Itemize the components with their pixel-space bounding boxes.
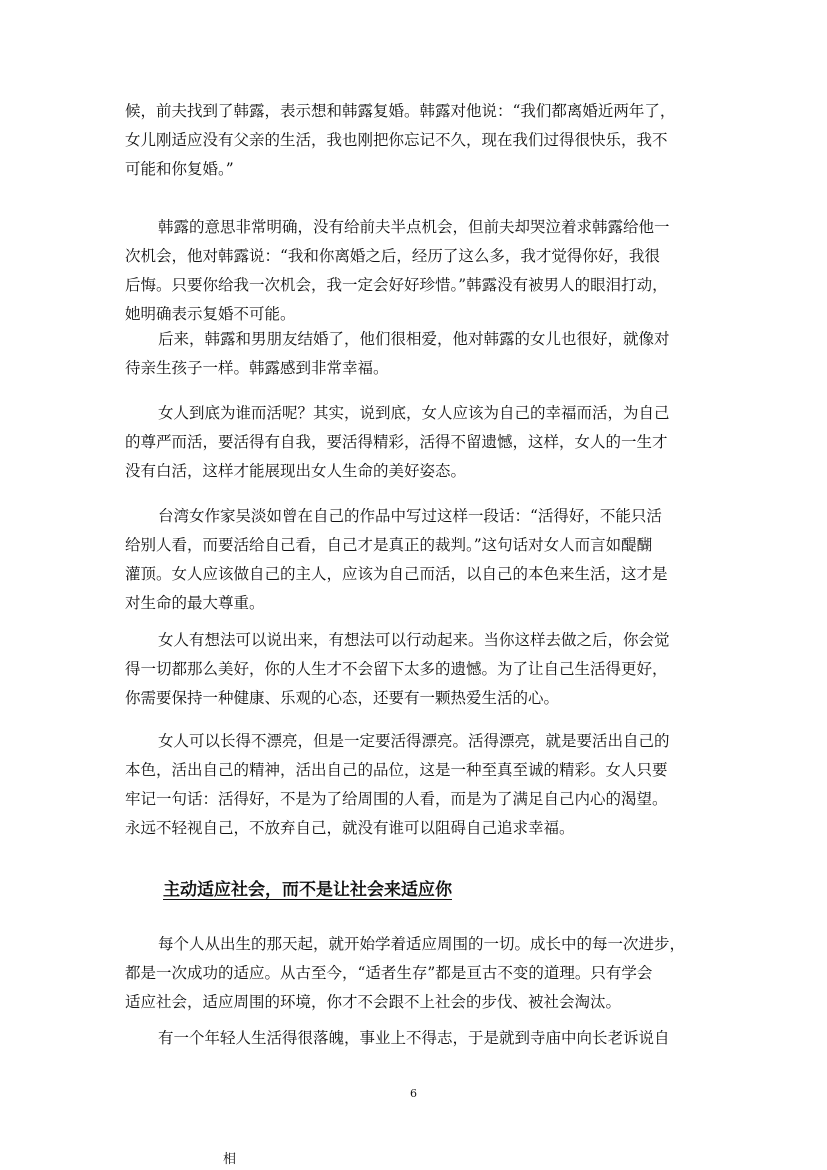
text-line: 牢记一句话：活得好，不是为了给周围的人看，而是为了满足自己内心的渴望。 — [125, 790, 668, 808]
text-line: 每个人从出生的那天起，就开始学着适应周围的一切。成长中的每一次进步， — [158, 935, 686, 953]
text-line: 女人可以长得不漂亮，但是一定要活得漂亮。活得漂亮，就是要活出自己的 — [158, 732, 670, 750]
text-line: 对生命的最大尊重。 — [125, 594, 265, 612]
footer-mark: 相 — [223, 1152, 237, 1167]
text-line: 后悔。只要你给我一次机会，我一定会好好珍惜。”韩露没有被男人的眼泪打动， — [125, 276, 668, 294]
text-line: 后来，韩露和男朋友结婚了，他们很相爱，他对韩露的女儿也很好，就像对 — [158, 330, 670, 348]
page-number: 6 — [410, 1087, 417, 1100]
text-line: 可能和你复婚。” — [125, 160, 234, 178]
paragraph-6 — [125, 626, 703, 713]
text-line: 给别人看，而要活给自己看，自己才是真正的裁判。”这句话对女人而言如醍醐 — [125, 536, 653, 554]
text-line: 有一个年轻人生活得很落魄，事业上不得志，于是就到寺庙中向长老诉说自 — [158, 1029, 670, 1047]
paragraph-5 — [125, 502, 703, 618]
text-line: 台湾女作家吴淡如曾在自己的作品中写过这样一段话：“活得好，不能只活 — [158, 507, 662, 525]
text-line: 次机会，他对韩露说：“我和你离婚之后，经历了这么多，我才觉得你好，我很 — [125, 247, 660, 265]
paragraph-3 — [125, 325, 703, 383]
text-line: 女人有想法可以说出来，有想法可以行动起来。当你这样去做之后，你会觉 — [158, 631, 670, 649]
paragraph-1 — [125, 97, 703, 184]
paragraph-4 — [125, 399, 703, 486]
text-line: 永远不轻视自己，不放弃自己，就没有谁可以阻碍自己追求幸福。 — [125, 819, 575, 837]
paragraph-7 — [125, 727, 703, 843]
section-heading: 主动适应社会，而不是让社会来适应你 — [163, 880, 452, 900]
text-line: 她明确表示复婚不可能。 — [125, 305, 296, 323]
text-line: 的尊严而活，要活得有自我，要活得精彩，活得不留遗憾，这样，女人的一生才 — [125, 433, 668, 451]
text-line: 适应社会，适应周围的环境，你才不会跟不上社会的步伐、被社会淘汰。 — [125, 993, 622, 1011]
text-line: 灌顶。女人应该做自己的主人，应该为自己而活，以自己的本色来生活，这才是 — [125, 565, 668, 583]
text-line: 你需要保持一种健康、乐观的心态，还要有一颗热爱生活的心。 — [125, 689, 560, 707]
text-line: 韩露的意思非常明确，没有给前夫半点机会，但前夫却哭泣着求韩露给他一 — [158, 218, 670, 236]
section-paragraph-1 — [125, 930, 703, 1017]
text-line: 都是一次成功的适应。从古至今，“适者生存”都是亘古不变的道理。只有学会 — [125, 964, 653, 982]
text-line: 得一切都那么美好，你的人生才不会留下太多的遗憾。为了让自己生活得更好， — [125, 660, 668, 678]
text-line: 本色，活出自己的精神，活出自己的品位，这是一种至真至诚的精彩。女人只要 — [125, 761, 668, 779]
text-line: 候，前夫找到了韩露，表示想和韩露复婚。韩露对他说：“我们都离婚近两年了， — [125, 102, 676, 120]
text-line: 待亲生孩子一样。韩露感到非常幸福。 — [125, 359, 389, 377]
text-line: 没有白活，这样才能展现出女人生命的美好姿态。 — [125, 462, 467, 480]
text-line: 女儿刚适应没有父亲的生活，我也刚把你忘记不久，现在我们过得很快乐，我不 — [125, 131, 668, 149]
paragraph-2 — [125, 213, 703, 329]
text-line: 女人到底为谁而活呢？其实，说到底，女人应该为自己的幸福而活，为自己 — [158, 404, 670, 422]
section-paragraph-2 — [125, 1024, 703, 1053]
